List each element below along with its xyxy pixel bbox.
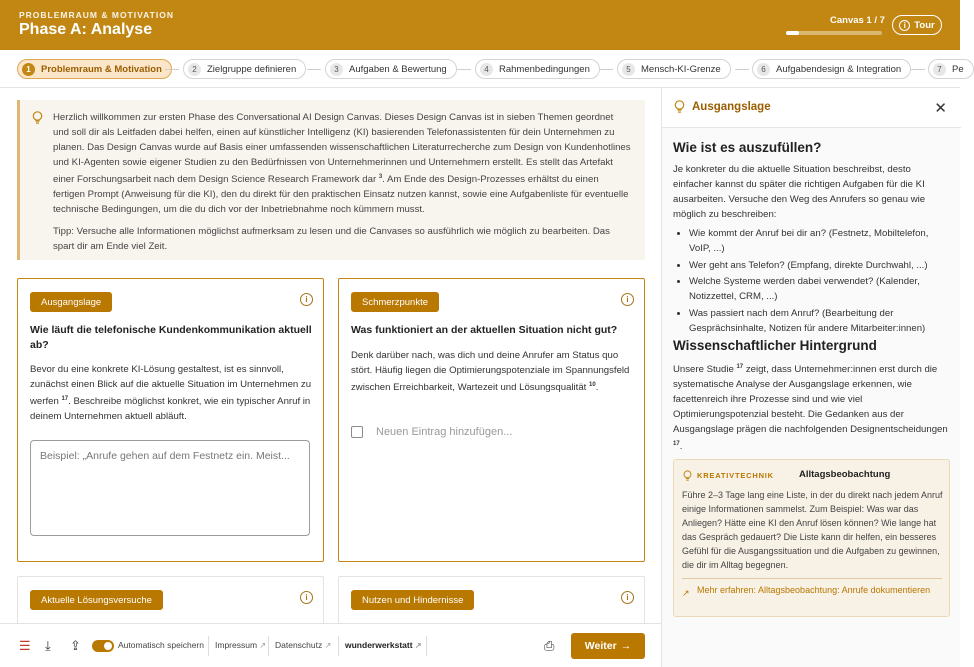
step-number: 7: [933, 63, 946, 76]
card-schmerzpunkte: [338, 278, 645, 562]
kreativtechnik-box: [673, 459, 950, 617]
divider: [268, 636, 269, 656]
kreativtechnik-link[interactable]: Mehr erfahren: Alltagsbeobachtung: Anrufe dokumentieren: [697, 585, 931, 595]
footer-bar: [0, 623, 661, 667]
lightbulb-icon: [32, 111, 43, 125]
list-item: • Wer geht ans Telefon? (Empfang, direkte Durchwahl, ...): [689, 258, 949, 273]
step-label: Zielgruppe definieren: [207, 63, 297, 75]
divider: [338, 636, 339, 656]
step-5[interactable]: [617, 59, 731, 79]
card-text: Denk darüber nach, was dich und deine Anrufer am Status quo stört. Häufig liegen die Optimierungspotenziale im Spannungsfeld zwischen Erreichbarkeit, Wartezeit und Lösungsqualität: [351, 350, 630, 394]
info-icon[interactable]: i: [621, 591, 634, 604]
step-label: Rahmenbedingungen: [499, 63, 590, 75]
sidebar-fill-text: Je konkreter du die aktuelle Situation beschreibst, desto einfacher kannst du später die richtigen Aufgaben für die KI ausarbeiten. Versuche den Weg des Anrufers so genau wie möglich zu beschreiben:: [673, 164, 926, 220]
tour-button[interactable]: [892, 15, 942, 35]
step-6[interactable]: [752, 59, 911, 79]
card-text: .: [595, 382, 599, 394]
step-number: 3: [330, 63, 343, 76]
kreativtechnik-tag: KREATIVTECHNIK: [697, 471, 774, 480]
ausgangslage-textarea[interactable]: Beispiel: „Anrufe gehen auf dem Festnetz ein. Meist...: [30, 440, 310, 536]
divider: [208, 636, 209, 656]
card-text: . Beschreibe möglichst konkret, wie ein typischer Anruf in deinem Unternehmen aktuell abläuft.: [30, 396, 311, 423]
card-badge: Nutzen und Hindernisse: [351, 590, 474, 610]
phase-eyebrow: PROBLEMRAUM & MOTIVATION: [19, 10, 174, 20]
list-item: • Welche Systeme werden dabei verwendet? (Kalender, Notizzettel, CRM, ...): [689, 274, 949, 304]
step-connector: [599, 69, 613, 70]
progress-fill: [786, 31, 799, 35]
step-navigation: [0, 50, 964, 88]
autosave-label: Automatisch speichern: [118, 640, 204, 650]
reference-marker[interactable]: 17: [61, 396, 69, 402]
intro-text: Herzlich willkommen zur ersten Phase des Conversational AI Design Canvas. Dieses Design Canvas ist in sieben Themen geordnet und soll dir als Leitfaden dabei helfen, einen auf künstlicher Intelligenz (KI) basierenden Telefonassistenten für dein Unternehmen zu planen. Das Design Canvas wurde auf Basis einer umfassenden wissenschaftlichen Literaturrecherche zum Design von Kundenhotlines und KI-Agenten sowie eigener Studien zu den Bedürfnissen von Unternehmerinnen und Unternehmern erstellt. Es stellt das Artefakt einer Forschungsarbeit nach dem Design Science Research Framework dar: [53, 112, 631, 186]
step-3[interactable]: [325, 59, 457, 79]
reference-marker[interactable]: 3: [378, 174, 383, 180]
intro-text: . Am Ende des Design-Prozesses erhältst du einen fertigen Prompt (Anweisung für die KI), den du direkt für den praktischen Einsatz nutzen kannst, sowie eine Aufgabenliste für eventuelle technische Bedingungen, um die du dich vor der Inbetriebnahme noch kümmern musst.: [53, 174, 629, 216]
external-link-icon: ↗: [682, 588, 690, 598]
card-question: Wie läuft die telefonische Kundenkommunikation aktuell ab?: [30, 324, 312, 351]
info-icon[interactable]: i: [300, 591, 313, 604]
card-description: [351, 348, 633, 395]
divider: [682, 578, 942, 579]
next-label: Weiter: [584, 640, 617, 652]
page-title: Phase A: Analyse: [19, 21, 153, 38]
step-label: Pe: [952, 63, 964, 75]
help-sidebar: [661, 88, 960, 667]
step-connector: [735, 69, 749, 70]
impressum-link[interactable]: [215, 640, 266, 650]
checkbox[interactable]: [351, 426, 363, 438]
close-icon[interactable]: ✕: [934, 100, 947, 117]
external-link-icon: ↗: [259, 641, 267, 650]
kreativtechnik-title: Alltagsbeobachtung: [799, 469, 891, 480]
external-link-icon: ↗: [324, 641, 332, 650]
step-number: 2: [188, 63, 201, 76]
intro-tip: Tipp: Versuche alle Informationen möglichst aufmerksam zu lesen und die Canvases so ausführlich wie möglich zu bearbeiten. Das spart dir am Ende viel Zeit.: [53, 226, 610, 253]
main-content: [0, 88, 661, 623]
sidebar-title: Ausgangslage: [692, 101, 771, 113]
intro-paragraph: [53, 110, 631, 217]
step-label: Mensch-KI-Grenze: [641, 63, 721, 75]
sidebar-text: zeigt, dass Unternehmer:innen erst durch die systematische Analyse der Ausgangslage erkennen, wie facettenreich ihre Prozesse sind und wie viel Optimierungspotenzial besteht. Die Gedanken aus der Ausgangslage prägen die nachfolgenden Designentscheidungen: [673, 364, 948, 436]
link-label: Datenschutz: [275, 640, 323, 650]
step-number: 6: [757, 63, 770, 76]
list-item: • Wie kommt der Anruf bei dir an? (Festnetz, Mobiltelefon, VoIP, ...): [689, 226, 949, 256]
top-bar: [0, 0, 960, 50]
link-label: Impressum: [215, 640, 258, 650]
card-badge: Schmerzpunkte: [351, 292, 439, 312]
step-1[interactable]: [17, 59, 172, 79]
step-connector: [457, 69, 471, 70]
sidebar-text: .: [679, 441, 683, 453]
info-icon[interactable]: i: [300, 293, 313, 306]
new-entry-input[interactable]: Neuen Eintrag hinzufügen...: [376, 426, 513, 438]
next-button[interactable]: [571, 633, 645, 659]
arrow-right-icon: →: [620, 640, 632, 652]
canvas-counter: Canvas 1 / 7: [830, 15, 885, 26]
step-number: 4: [480, 63, 493, 76]
external-link-icon: ↗: [414, 641, 422, 650]
step-connector: [911, 69, 925, 70]
lightbulb-icon: [674, 100, 685, 114]
sidebar-header: [662, 88, 961, 128]
reference-marker[interactable]: 17: [673, 441, 680, 448]
step-label: Problemraum & Motivation: [41, 63, 162, 75]
step-number: 5: [622, 63, 635, 76]
sidebar-text: Unsere Studie: [673, 364, 737, 376]
new-entry-row[interactable]: [351, 426, 512, 438]
step-connector: [307, 69, 321, 70]
card-text: Bevor du eine konkrete KI-Lösung gestaltest, ist es sinnvoll, zunächst einen Blick auf die aktuelle Situation im Unternehmen zu werfen: [30, 364, 312, 408]
reference-marker[interactable]: 10: [589, 382, 596, 388]
lightbulb-icon: [683, 470, 692, 482]
datenschutz-link[interactable]: [275, 640, 331, 650]
step-7[interactable]: [928, 59, 974, 79]
divider: [426, 636, 427, 656]
brand-label: wunderwerkstatt: [345, 640, 413, 650]
info-icon[interactable]: i: [621, 293, 634, 306]
card-ausgangslage: [17, 278, 324, 562]
sidebar-heading-background: Wissenschaftlicher Hintergrund: [673, 338, 877, 353]
kreativtechnik-text: Führe 2–3 Tage lang eine Liste, in der du direkt nach jedem Anruf einige Informationen sammelst. Zum Beispiel: Was war das Anliegen? Hätte eine KI den Anruf lösen können? Wie lange hat das Gespräch gedauert? Die Liste kann dir helfen, ein besseres Gefühl für die Ausgangssituation und die Aufgaben zu gewinnen, die dir im Alltag begegnen.: [682, 490, 943, 570]
autosave-toggle[interactable]: [92, 640, 114, 652]
card-question: Was funktioniert an der aktuellen Situation nicht gut?: [351, 324, 618, 336]
list-item: • Was passiert nach dem Anruf? (Bearbeitung der Gesprächsinhalte, Notizen für andere Mitarbeiter:innen): [689, 306, 949, 336]
card-badge: Ausgangslage: [30, 292, 112, 312]
step-2[interactable]: [183, 59, 306, 79]
step-label: Aufgabendesign & Integration: [776, 63, 902, 75]
card-description: [30, 362, 312, 424]
step-connector: [165, 69, 179, 70]
sidebar-heading-fill: Wie ist es auszufüllen?: [673, 140, 822, 155]
step-number: 1: [22, 63, 35, 76]
delete-list-icon[interactable]: ☰: [19, 638, 31, 653]
progress-bar: [786, 31, 882, 35]
step-4[interactable]: [475, 59, 600, 79]
info-icon: i: [899, 20, 910, 31]
reference-marker[interactable]: 17: [736, 364, 744, 370]
sidebar-bullet-list: [679, 226, 949, 337]
sidebar-background-text: [673, 360, 951, 454]
card-badge: Aktuelle Lösungsversuche: [30, 590, 163, 610]
download-icon[interactable]: ⤓: [45, 638, 51, 653]
print-icon[interactable]: ⎙: [544, 638, 555, 653]
tour-label: Tour: [914, 19, 935, 31]
intro-box: [17, 100, 645, 260]
upload-icon[interactable]: ⇪: [70, 638, 81, 653]
step-label: Aufgaben & Bewertung: [349, 63, 447, 75]
brand-link[interactable]: [345, 640, 422, 650]
